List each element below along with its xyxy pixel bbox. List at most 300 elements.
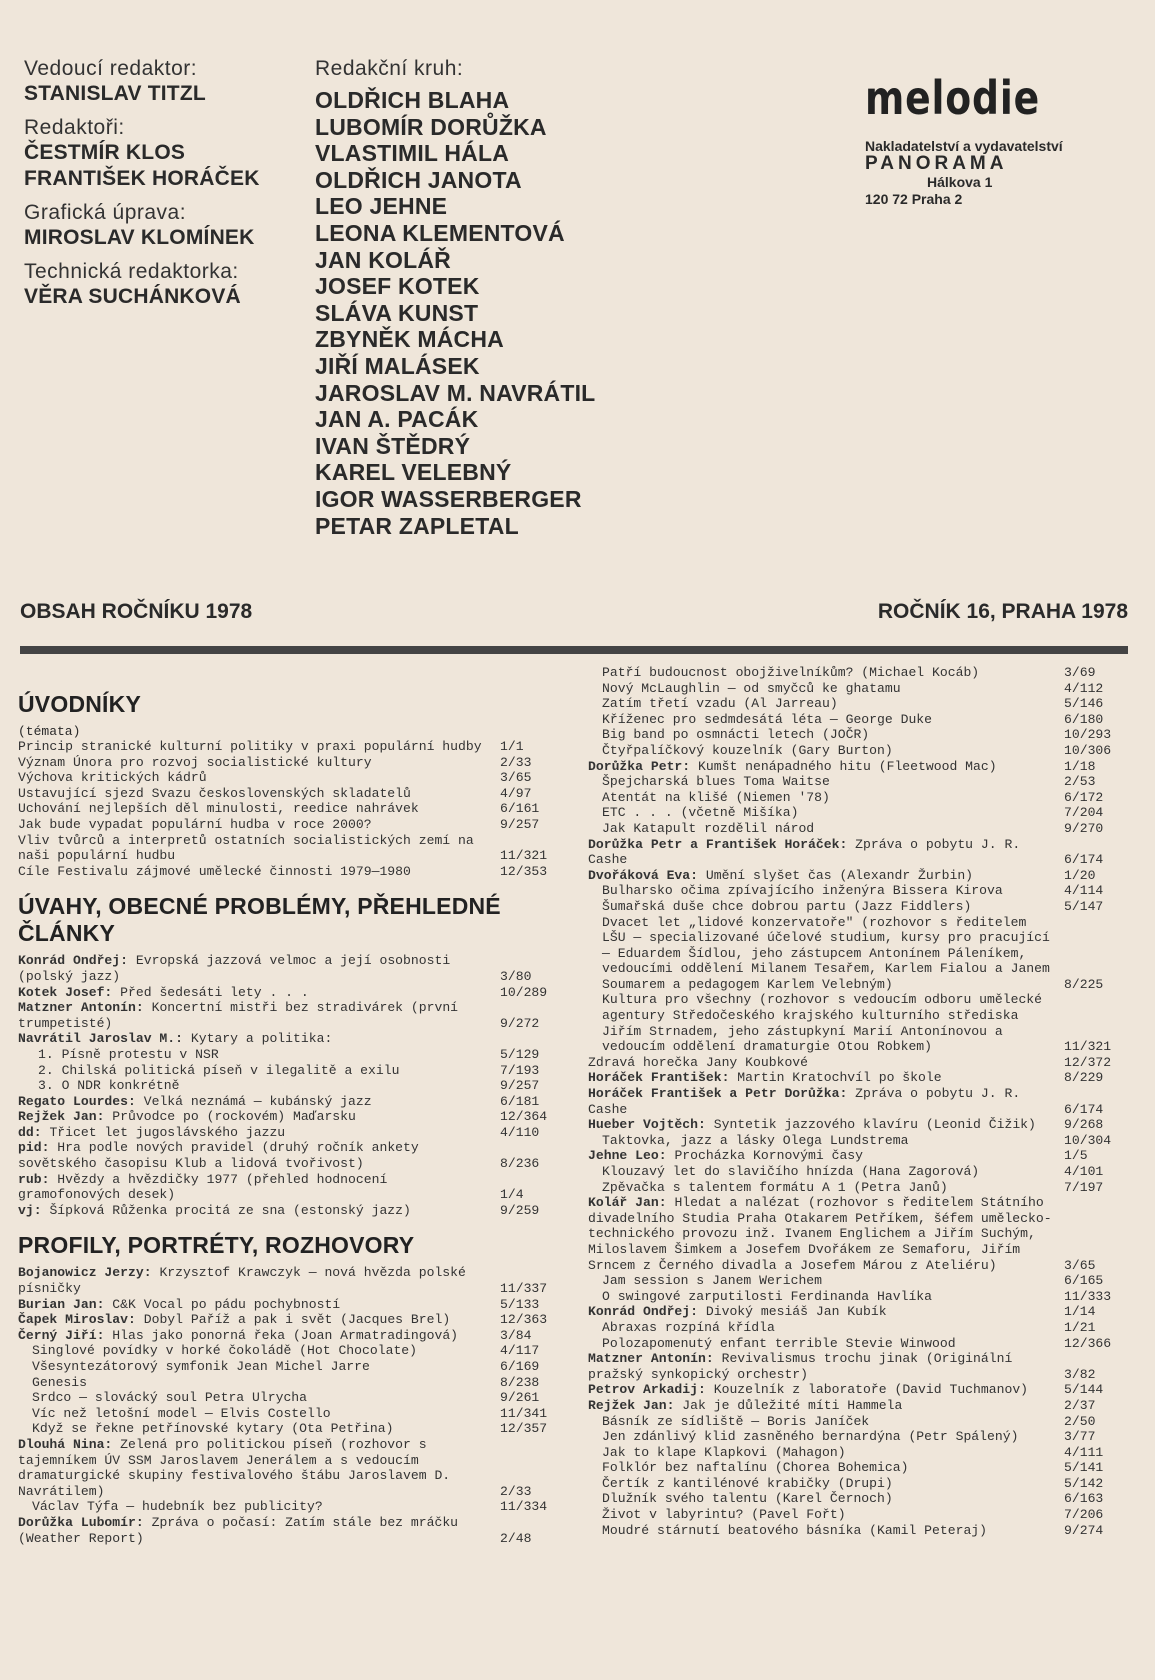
entry-text <box>588 1070 1064 1086</box>
entry-title: Zpráva o počasí: Zatím stále bez mráčku (Weather Report) <box>18 1514 459 1546</box>
entry-page-ref: 12/364 <box>500 1109 548 1125</box>
entry-title: Jak Katapult rozdělil národ <box>602 820 815 836</box>
entry-page-ref: 9/272 <box>500 1015 540 1031</box>
toc-entry <box>18 1078 558 1094</box>
entry-title: 1. Písně protestu v NSR <box>38 1046 219 1062</box>
entry-page-ref: 1/21 <box>1064 1319 1096 1335</box>
entry-title: 3. O NDR konkrétně <box>38 1078 180 1094</box>
toc-entry <box>18 1499 558 1515</box>
entry-text <box>18 755 500 771</box>
entry-title: Jak to klape Klapkovi (Mahagon) <box>602 1444 846 1460</box>
entry-title: Když se řekne petřínovské kytary (Ota Petřina) <box>32 1421 394 1437</box>
entry-page-ref: 9/257 <box>500 1078 540 1094</box>
entry-text <box>18 1312 500 1328</box>
toc-entry <box>588 821 1122 837</box>
entry-title: Zdravá horečka Jany Koubkové <box>588 1054 809 1070</box>
editorial-member: JAN KOLÁŘ <box>315 246 451 273</box>
entry-title: Srdco — slovácký soul Petra Ulrycha <box>32 1390 308 1406</box>
toc-entry <box>18 833 558 864</box>
toc-entry <box>588 883 1122 899</box>
entry-text <box>18 833 500 864</box>
toc-entry <box>588 1273 1122 1289</box>
toc-entry <box>588 1460 1122 1476</box>
publisher-city: 120 72 Praha 2 <box>865 191 963 207</box>
entry-author: Čapek Miroslav: <box>18 1312 136 1328</box>
toc-entry <box>18 1359 558 1375</box>
entry-page-ref: 4/112 <box>1064 680 1104 696</box>
entry-page-ref: 6/165 <box>1064 1273 1104 1289</box>
toc-entry <box>588 1445 1122 1461</box>
entry-text <box>588 1086 1064 1117</box>
entry-title: Dobyl Paříž a pak i svět (Jacques Brel) <box>143 1312 451 1328</box>
toc-entry <box>588 1476 1122 1492</box>
entry-text <box>588 915 1064 993</box>
entry-page-ref: 6/174 <box>1064 1101 1104 1117</box>
staff-person: FRANTIŠEK HORÁČEK <box>24 167 260 190</box>
publisher-street: Hálkova 1 <box>927 174 993 190</box>
entry-page-ref: 11/333 <box>1064 1288 1112 1304</box>
entry-author: Černý Jiří: <box>18 1327 105 1343</box>
entry-title: Folklór bez naftalínu (Chorea Bohemica) <box>602 1460 909 1476</box>
entry-text <box>588 837 1064 868</box>
toc-entry <box>588 837 1122 868</box>
entry-text <box>588 1133 1064 1149</box>
toc-entry <box>588 1133 1122 1149</box>
entry-text <box>588 1398 1064 1414</box>
toc-entry <box>588 1070 1122 1086</box>
entry-author: Horáček František: <box>588 1070 730 1086</box>
editorial-member: JOSEF KOTEK <box>315 273 480 300</box>
entry-page-ref: 7/197 <box>1064 1179 1104 1195</box>
entry-text <box>588 1164 1064 1180</box>
staff-role: Grafická úprava: <box>24 201 187 224</box>
entry-title: Šumařská duše chce dobrou partu (Jazz Fiddlers) <box>602 898 972 914</box>
entry-page-ref: 9/274 <box>1064 1522 1104 1538</box>
entry-page-ref: 8/236 <box>500 1156 540 1172</box>
entry-text <box>588 1414 1064 1430</box>
entry-page-ref: 12/353 <box>500 863 548 879</box>
toc-entry <box>588 915 1122 993</box>
entry-text <box>18 1390 500 1406</box>
toc-entry <box>18 1375 558 1391</box>
editorial-member: KAREL VELEBNÝ <box>315 459 512 486</box>
entry-page-ref: 6/180 <box>1064 711 1104 727</box>
entry-title: Zpráva o pobytu J. R. Cashe <box>588 836 1021 868</box>
entry-page-ref: 10/306 <box>1064 742 1112 758</box>
entry-page-ref: 6/161 <box>500 801 540 817</box>
entry-title: ETC . . . (včetně Mišíka) <box>602 805 799 821</box>
editorial-member: IVAN ŠTĚDRÝ <box>315 432 471 459</box>
toc-entry <box>18 1265 558 1296</box>
entry-title: Čertík z kantilénové krabičky (Drupi) <box>602 1475 893 1491</box>
entry-text <box>588 696 1064 712</box>
entry-text <box>588 1445 1064 1461</box>
entry-text <box>18 1437 500 1499</box>
entry-page-ref: 5/144 <box>1064 1382 1104 1398</box>
entry-text <box>18 801 500 817</box>
entry-text <box>588 1273 1064 1289</box>
entry-page-ref: 1/14 <box>1064 1304 1096 1320</box>
entry-title: Princip stranické kulturní politiky v praxi populární hudby <box>18 739 482 754</box>
entry-page-ref: 8/225 <box>1064 976 1104 992</box>
entry-title: Zpráva o pobytu J. R. Cashe <box>588 1086 1021 1117</box>
toc-entry <box>588 1055 1122 1071</box>
entry-page-ref: 4/117 <box>500 1343 540 1359</box>
entry-title: Polozapomenutý enfant terrible Stevie Winwood <box>602 1335 956 1351</box>
toc-entry <box>588 1336 1122 1352</box>
toc-entry <box>18 1125 558 1141</box>
entry-text <box>588 821 1064 837</box>
entry-title: Kumšt nenápadného hitu (Fleetwood Mac) <box>698 758 997 774</box>
entry-title: Význam Února pro rozvoj socialistické kultury <box>18 754 372 770</box>
entry-text <box>588 759 1064 775</box>
entry-author: pid: <box>18 1140 50 1156</box>
entry-page-ref: 7/204 <box>1064 805 1104 821</box>
entry-page-ref: 5/146 <box>1064 696 1104 712</box>
toc-entry <box>588 992 1122 1054</box>
toc-entry <box>18 1421 558 1437</box>
entry-title: Jak je důležité míti Hammela <box>682 1397 903 1413</box>
toc-entry <box>18 1063 558 1079</box>
entry-title: Abraxas rozpíná křídla <box>602 1319 775 1335</box>
entry-page-ref: 12/363 <box>500 1312 548 1328</box>
entry-page-ref: 3/80 <box>500 968 532 984</box>
staff-list <box>24 56 294 318</box>
entry-text <box>588 1523 1064 1539</box>
entry-title: Procházka Kornovými časy <box>674 1148 864 1164</box>
entry-author: Dlouhá Nina: <box>18 1436 113 1452</box>
entry-page-ref: 9/270 <box>1064 820 1104 836</box>
editorial-member: ZBYNĚK MÁCHA <box>315 326 504 353</box>
entry-page-ref: 2/53 <box>1064 774 1096 790</box>
entry-text <box>588 1289 1064 1305</box>
entry-title: Hvězdy a hvězdičky 1977 (přehled hodnocení gramofonových desek) <box>18 1171 388 1203</box>
entry-title: Život v labyrintu? (Pavel Fořt) <box>602 1507 846 1523</box>
entry-title: Cíle Festivalu zájmové umělecké činnosti 1979—1980 <box>18 863 411 879</box>
melodie-logo: melodie <box>865 71 1040 125</box>
entry-title: Dvacet let „lidové konzervatoře" (rozhovor s ředitelem LŠU — specializované účelové studium, kursy pro pracující — Eduardem Šídlou, jeho zástupcem Antonínem Páleníkem, vedoucími oddělení Milanem Tesařem, Karlem Fialou a Janem Soumarem a pedagogem Karlem Velebným) <box>602 914 1050 992</box>
toc-entry <box>588 1180 1122 1196</box>
entry-title: Všesyntezátorový symfonik Jean Michel Jarre <box>32 1359 370 1374</box>
toc-entry <box>588 1351 1122 1382</box>
entry-title: Třicet let jugoslávského jazzu <box>49 1124 286 1140</box>
entry-page-ref: 2/48 <box>500 1530 532 1546</box>
entry-title: Singlové povídky v horké čokoládě (Hot Chocolate) <box>32 1343 418 1359</box>
entry-text <box>588 1491 1064 1507</box>
entry-title: Básník ze sídliště — Boris Janíček <box>602 1413 870 1429</box>
entry-author: Regato Lourdes: <box>18 1093 136 1109</box>
entry-text <box>18 817 500 833</box>
editorial-member: LUBOMÍR DORŮŽKA <box>315 113 547 140</box>
entry-text <box>18 953 500 984</box>
entry-text <box>588 1320 1064 1336</box>
entry-text <box>18 1499 500 1515</box>
entry-text <box>588 790 1064 806</box>
entry-author: Dorůžka Petr a František Horáček: <box>588 836 848 852</box>
volume-label: ROČNÍK 16, PRAHA 1978 <box>877 600 1128 623</box>
entry-title: Jam session s Janem Werichem <box>602 1273 823 1289</box>
entry-author: Jehne Leo: <box>588 1148 667 1164</box>
entry-text <box>18 1265 500 1296</box>
entry-title: Revivalismus trochu jinak (Originální pražský synkopický orchestr) <box>588 1351 1013 1382</box>
entry-text <box>18 770 500 786</box>
entry-text <box>588 1336 1064 1352</box>
toc-entry <box>588 743 1122 759</box>
toc-entry <box>588 681 1122 697</box>
entry-page-ref: 6/172 <box>1064 789 1104 805</box>
entry-text <box>588 1507 1064 1523</box>
entry-title: Kříženec pro sedmdesátá léta — George Duke <box>602 711 933 727</box>
entry-text <box>588 1429 1064 1445</box>
toc-entry <box>588 1382 1122 1398</box>
toc-entry <box>588 759 1122 775</box>
editorial-member: JAROSLAV M. NAVRÁTIL <box>315 379 596 406</box>
staff-person: VĚRA SUCHÁNKOVÁ <box>24 285 241 308</box>
toc-entry <box>18 1297 558 1313</box>
staff-role: Technická redaktorka: <box>24 260 239 283</box>
toc-entry <box>588 899 1122 915</box>
toc-entry <box>588 665 1122 681</box>
entry-page-ref: 5/129 <box>500 1046 540 1062</box>
entry-page-ref: 1/1 <box>500 739 524 754</box>
entry-title: Bulharsko očima zpívajícího inženýra Bissera Kirova <box>602 883 1003 899</box>
entry-page-ref: 1/5 <box>1064 1148 1088 1164</box>
entry-text <box>18 1125 500 1141</box>
toc-entry <box>18 1094 558 1110</box>
toc-entry <box>588 790 1122 806</box>
editorial-member: PETAR ZAPLETAL <box>315 512 519 539</box>
entry-text <box>588 774 1064 790</box>
entry-text <box>588 1148 1064 1164</box>
entry-page-ref: 4/111 <box>1064 1444 1104 1460</box>
entry-title: Václav Týfa — hudebník bez publicity? <box>32 1499 323 1515</box>
entry-author: rub: <box>18 1171 50 1187</box>
toc-entry <box>588 727 1122 743</box>
entry-text <box>588 1382 1064 1398</box>
entry-author: Rejžek Jan: <box>18 1109 105 1125</box>
entry-author: Horáček František a Petr Dorůžka: <box>588 1086 848 1102</box>
entry-page-ref: 6/181 <box>500 1093 540 1109</box>
toc-entry <box>588 1086 1122 1117</box>
entry-author: Burian Jan: <box>18 1296 105 1312</box>
entry-title: Kouzelník z laboratoře (David Tuchmanov) <box>713 1382 1029 1398</box>
editorial-circle <box>315 56 615 539</box>
entry-page-ref: 2/33 <box>500 1483 532 1499</box>
entry-title: Šípková Růženka procitá ze sna (estonský jazz) <box>49 1202 411 1218</box>
entry-page-ref: 8/229 <box>1064 1070 1104 1086</box>
entry-text <box>18 739 500 755</box>
entry-page-ref: 10/293 <box>1064 727 1112 743</box>
entry-page-ref: 4/114 <box>1064 883 1104 899</box>
entry-page-ref: 5/141 <box>1064 1460 1104 1476</box>
entry-page-ref: 8/238 <box>500 1374 540 1390</box>
entry-text <box>18 1328 500 1344</box>
toc-entry <box>588 1320 1122 1336</box>
entry-title: 2. Chilská politická píseň v ilegalitě a exilu <box>38 1062 400 1078</box>
toc-entry <box>18 739 558 755</box>
entry-text <box>18 1406 500 1422</box>
publisher-block <box>865 70 1125 208</box>
entry-text <box>18 1203 500 1219</box>
entry-text <box>18 985 500 1001</box>
entry-page-ref: 9/257 <box>500 816 540 832</box>
editorial-member: VLASTIMIL HÁLA <box>315 140 510 167</box>
entry-title: C&K Vocal po pádu pochybností <box>112 1296 341 1312</box>
entry-title: Hra podle nových pravidel (druhý ročník ankety sovětského časopisu Klub a lidová tvořivost) <box>18 1140 419 1172</box>
entry-text <box>18 1109 500 1125</box>
entry-page-ref: 7/193 <box>500 1062 540 1078</box>
entry-title: Jak bude vypadat populární hudba v roce 2000? <box>18 816 372 832</box>
toc-entry <box>588 1507 1122 1523</box>
entry-page-ref: 1/20 <box>1064 867 1096 883</box>
entry-author: Konrád Ondřej: <box>588 1304 699 1320</box>
entry-title: Velká neznámá — kubánský jazz <box>143 1093 372 1109</box>
entry-page-ref: 3/65 <box>500 770 532 786</box>
entry-title: Uchování nejlepších děl minulosti, reedice nahrávek <box>18 801 419 817</box>
entry-title: Kytary a politika: <box>190 1031 333 1047</box>
entry-page-ref: 5/147 <box>1064 898 1104 914</box>
publisher-name: Nakladatelství a vydavatelství <box>865 138 1063 154</box>
entry-page-ref: 12/357 <box>500 1421 548 1437</box>
entry-title: Čtyřpalíčkový kouzelník (Gary Burton) <box>602 742 893 758</box>
staff-person: MIROSLAV KLOMÍNEK <box>24 226 255 249</box>
entry-title: Před šedesáti lety . . . <box>120 984 309 1000</box>
toc-entry <box>588 1304 1122 1320</box>
staff-group <box>24 200 294 251</box>
entry-author: Kotek Josef: <box>18 984 113 1000</box>
entry-text <box>18 1297 500 1313</box>
entry-author: Petrov Arkadij: <box>588 1382 706 1398</box>
section-heading: PROFILY, PORTRÉTY, ROZHOVORY <box>18 1232 415 1259</box>
toc-entry <box>588 696 1122 712</box>
toc-entry <box>18 755 558 771</box>
entry-author: Dvořáková Eva: <box>588 867 699 883</box>
entry-text <box>588 883 1064 899</box>
toc-entry <box>18 1047 558 1063</box>
entry-text <box>588 727 1064 743</box>
toc-entry <box>18 1172 558 1203</box>
editorial-member: LEO JEHNE <box>315 193 448 220</box>
toc-column-right <box>588 665 1122 1538</box>
editorial-member: LEONA KLEMENTOVÁ <box>315 219 565 246</box>
entry-text <box>18 1515 500 1546</box>
toc-entry <box>18 1515 558 1546</box>
entry-title: Taktovka, jazz a lásky Olega Lundstrema <box>602 1132 909 1148</box>
section-note: (témata) <box>18 724 81 739</box>
entry-title: Syntetik jazzového klavíru (Leonid Čižik) <box>713 1117 1036 1133</box>
toc-entry <box>588 1398 1122 1414</box>
entry-title: Hlas jako ponorná řeka (Joan Armatradingová) <box>112 1327 459 1343</box>
toc-entry <box>588 1195 1122 1273</box>
entry-title: Divoký mesiáš Jan Kubík <box>705 1304 887 1320</box>
entry-title: Výchova kritických kádrů <box>18 770 207 786</box>
editorial-circle-list <box>315 87 615 539</box>
entry-page-ref: 5/133 <box>500 1296 540 1312</box>
toc-entry <box>588 774 1122 790</box>
entry-page-ref: 2/37 <box>1064 1397 1096 1413</box>
entry-text <box>18 1063 500 1079</box>
entry-text <box>588 868 1064 884</box>
entry-page-ref: 11/321 <box>500 848 548 864</box>
entry-page-ref: 11/321 <box>1064 1039 1112 1055</box>
toc-entry <box>18 985 558 1001</box>
entry-page-ref: 10/304 <box>1064 1132 1112 1148</box>
entry-text <box>18 1375 500 1391</box>
entry-author: Matzner Antonín: <box>588 1351 714 1367</box>
entry-page-ref: 4/101 <box>1064 1164 1104 1179</box>
entry-title: Umění slyšet čas (Alexandr Žurbin) <box>705 867 974 883</box>
entry-text <box>18 1000 500 1031</box>
editorial-member: IGOR WASSERBERGER <box>315 485 582 512</box>
entry-page-ref: 3/82 <box>1064 1366 1096 1382</box>
editorial-member: JAN A. PACÁK <box>315 406 479 433</box>
entry-text <box>588 1351 1064 1382</box>
entry-text <box>588 712 1064 728</box>
toc-entry <box>588 1523 1122 1539</box>
entry-page-ref: 3/77 <box>1064 1429 1096 1445</box>
staff-group <box>24 115 294 192</box>
entry-title: Hledat a nalézat (rozhovor s ředitelem Státního divadelního Studia Praha Otakarem Petříkem, šéfem umělecko-technického provozu inž. Ivanem Englichem a Jiřím Suchým, Miloslavem Šimkem a Josefem Dvořákem ze Semaforu, Jiřím Srncem z Černého divadla a Josefem Márou z Ateliéru) <box>588 1195 1052 1273</box>
entry-title: Ustavující sjezd Svazu československých skladatelů <box>18 785 411 801</box>
header-divider <box>20 646 1128 654</box>
entry-text <box>588 1055 1064 1071</box>
entry-page-ref: 1/18 <box>1064 758 1096 774</box>
entry-text <box>588 1476 1064 1492</box>
staff-group <box>24 56 294 107</box>
toc-entry <box>18 1390 558 1406</box>
toc-entry <box>18 1203 558 1219</box>
entry-title: Průvodce po (rockovém) Maďarsku <box>112 1109 356 1125</box>
entry-text <box>18 786 500 802</box>
toc-entry <box>18 1031 558 1047</box>
entry-page-ref: 5/142 <box>1064 1475 1104 1491</box>
entry-title: Víc než letošní model — Elvis Costello <box>32 1405 331 1421</box>
entry-title: Zelená pro politickou píseň (rozhovor s tajemníkem ÚV SSM Jaroslavem Jenerálem a s vedoucím dramaturgické skupiny festivalového štábu Jaroslavem D. Navrátilem) <box>18 1436 451 1499</box>
entry-author: Kolář Jan: <box>588 1195 667 1211</box>
editorial-member: SLÁVA KUNST <box>315 299 479 326</box>
entry-author: Bojanowicz Jerzy: <box>18 1265 152 1281</box>
entry-title: Nový McLaughlin — od smyčců ke ghatamu <box>602 680 901 696</box>
entry-text <box>588 992 1064 1054</box>
entry-page-ref: 12/366 <box>1064 1335 1112 1351</box>
entry-page-ref: 7/206 <box>1064 1507 1104 1523</box>
entry-title: Dlužník svého talentu (Karel Černoch) <box>602 1491 893 1507</box>
entry-title: Kultura pro všechny (rozhovor s vedoucím odboru umělecké agentury Středočeského krajského kulturního střediska Jiřím Strnadem, jeho zástupkyní Marií Antonínovou a vedoucím oddělení dramaturgie Otou Robkem) <box>602 992 1043 1055</box>
entry-title: Genesis <box>32 1374 88 1390</box>
entry-author: Matzner Antonín: <box>18 1000 144 1016</box>
entry-text <box>588 743 1064 759</box>
entry-page-ref: 9/259 <box>500 1202 540 1218</box>
toc-entry <box>18 1312 558 1328</box>
toc-header <box>20 600 1128 630</box>
entry-page-ref: 11/341 <box>500 1405 548 1421</box>
entry-text <box>588 681 1064 697</box>
toc-entry <box>18 817 558 833</box>
entry-page-ref: 2/33 <box>500 754 532 770</box>
staff-role: Vedoucí redaktor: <box>24 57 198 80</box>
entry-text <box>18 864 500 880</box>
entry-title: Vliv tvůrců a interpretů ostatních socialistických zemí na naši populární hudbu <box>18 832 474 864</box>
entry-author: Dorůžka Lubomír: <box>18 1514 144 1530</box>
entry-title: Patří budoucnost obojživelníkům? (Michael Kocáb) <box>602 665 980 680</box>
entry-text <box>588 1460 1064 1476</box>
entry-page-ref: 1/4 <box>500 1187 524 1203</box>
toc-entry <box>588 1491 1122 1507</box>
entry-title: Moudré stárnutí beatového básníka (Kamil Peteraj) <box>602 1522 988 1538</box>
toc-entry <box>18 864 558 880</box>
entry-title: Evropská jazzová velmoc a její osobnosti (polský jazz) <box>18 953 451 984</box>
toc-entry <box>588 1289 1122 1305</box>
